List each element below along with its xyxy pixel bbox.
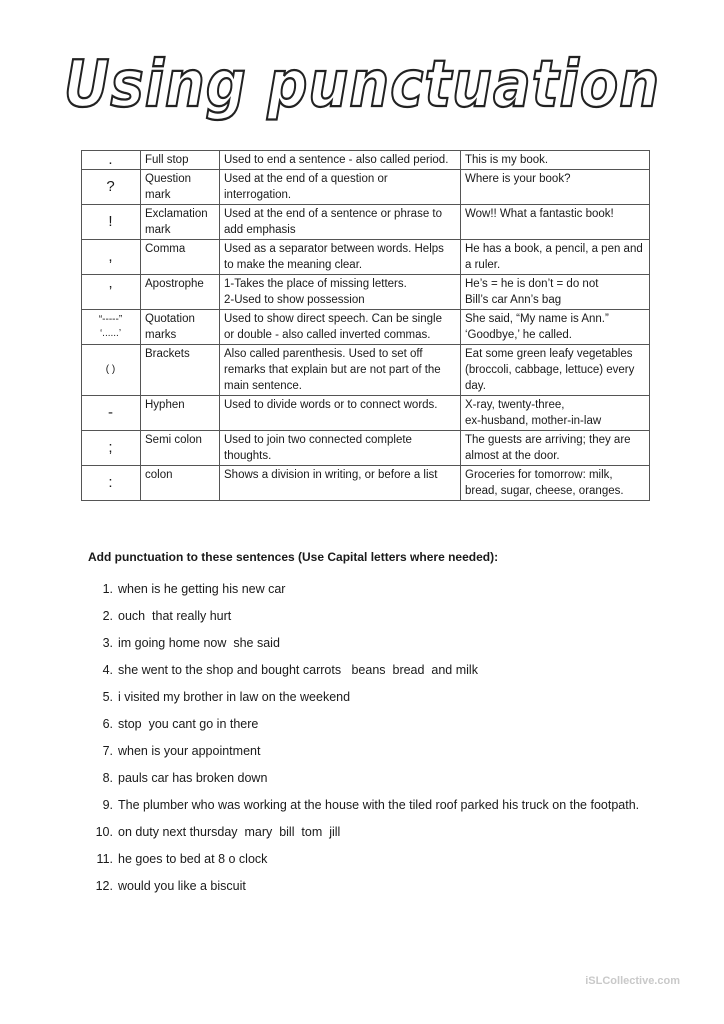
table-row: [82, 466, 650, 501]
list-item: [86, 711, 656, 738]
punctuation-name: Brackets: [141, 345, 220, 396]
punctuation-use: Shows a division in writing, or before a list: [220, 466, 461, 501]
punctuation-name: Comma: [141, 240, 220, 275]
list-item: [86, 792, 656, 819]
page-title: Using punctuation: [63, 47, 661, 122]
list-item: [86, 819, 656, 846]
punctuation-symbol: !: [82, 205, 141, 240]
exercise-number: 1.: [102, 582, 113, 596]
list-item: [86, 603, 656, 630]
table-row: [82, 396, 650, 431]
punctuation-use: 1-Takes the place of missing letters. 2-Used to show possession: [220, 275, 461, 310]
punctuation-symbol: ’: [82, 275, 141, 310]
punctuation-table: [81, 150, 650, 501]
exercise-number: 2.: [102, 609, 113, 623]
exercise-number: 6.: [102, 717, 113, 731]
exercise-number: 11.: [96, 852, 113, 866]
punctuation-name: Quotation marks: [141, 310, 220, 345]
punctuation-name: Apostrophe: [141, 275, 220, 310]
punctuation-name: Full stop: [141, 151, 220, 170]
exercise-number: 3.: [102, 636, 113, 650]
exercise-sentence: stop you cant go in there: [118, 717, 259, 731]
list-item: [86, 576, 656, 603]
table-row: [82, 170, 650, 205]
punctuation-use: Used to end a sentence - also called period.: [220, 151, 461, 170]
punctuation-symbol: -: [82, 396, 141, 431]
table-row: [82, 431, 650, 466]
exercise-sentence: ouch that really hurt: [118, 609, 232, 623]
punctuation-name: Question mark: [141, 170, 220, 205]
punctuation-symbol: ,: [82, 240, 141, 275]
exercise-number: 9.: [102, 798, 113, 812]
exercise-number: 12.: [95, 879, 113, 893]
punctuation-example: He has a book, a pencil, a pen and a ruler.: [461, 240, 650, 275]
exercise-number: 8.: [102, 771, 113, 785]
punctuation-name: Hyphen: [141, 396, 220, 431]
punctuation-symbol: ;: [82, 431, 141, 466]
punctuation-use: Used as a separator between words. Helps to make the meaning clear.: [220, 240, 461, 275]
punctuation-example: Where is your book?: [461, 170, 650, 205]
list-item: [86, 684, 656, 711]
instruction-text: Add punctuation to these sentences (Use Capital letters where needed):: [88, 550, 499, 564]
exercise-number: 4.: [102, 663, 113, 677]
punctuation-example: The guests are arriving; they are almost at the door.: [461, 431, 650, 466]
punctuation-symbol: :: [82, 466, 141, 501]
table-row: [82, 151, 650, 170]
table-row: [82, 345, 650, 396]
list-item: [86, 738, 656, 765]
exercise-sentence: she went to the shop and bought carrots beans bread and milk: [118, 663, 478, 677]
table-row: [82, 275, 650, 310]
exercise-sentence: pauls car has broken down: [118, 771, 268, 785]
exercise-number: 7.: [102, 744, 113, 758]
punctuation-name: colon: [141, 466, 220, 501]
punctuation-symbol: .: [82, 151, 141, 170]
list-item: [86, 846, 656, 873]
punctuation-symbol: ( ): [82, 345, 141, 396]
exercise-sentence: im going home now she said: [118, 636, 280, 650]
exercise-number: 5.: [102, 690, 113, 704]
punctuation-example: Wow!! What a fantastic book!: [461, 205, 650, 240]
punctuation-example: He’s = he is don’t = do not Bill’s car Ann’s bag: [461, 275, 650, 310]
exercise-sentence: when is he getting his new car: [118, 582, 286, 596]
punctuation-example: She said, “My name is Ann.” ‘Goodbye,’ he called.: [461, 310, 650, 345]
punctuation-use: Used to divide words or to connect words.: [220, 396, 461, 431]
exercise-list: [86, 576, 656, 900]
exercise-sentence: when is your appointment: [118, 744, 261, 758]
list-item: [86, 630, 656, 657]
list-item: [86, 657, 656, 684]
punctuation-name: Exclamation mark: [141, 205, 220, 240]
exercise-sentence: i visited my brother in law on the weekend: [118, 690, 351, 704]
punctuation-use: Used at the end of a question or interrogation.: [220, 170, 461, 205]
table-row: [82, 310, 650, 345]
exercise-sentence: would you like a biscuit: [118, 879, 246, 893]
list-item: [86, 873, 656, 900]
punctuation-use: Used at the end of a sentence or phrase to add emphasis: [220, 205, 461, 240]
punctuation-example: Groceries for tomorrow: milk, bread, sugar, cheese, oranges.: [461, 466, 650, 501]
table-row: [82, 205, 650, 240]
punctuation-example: Eat some green leafy vegetables (broccoli, cabbage, lettuce) every day.: [461, 345, 650, 396]
punctuation-example: X-ray, twenty-three, ex-husband, mother-in-law: [461, 396, 650, 431]
punctuation-use: Used to join two connected complete thoughts.: [220, 431, 461, 466]
table-row: [82, 240, 650, 275]
punctuation-symbol: ?: [82, 170, 141, 205]
exercise-number: 10.: [95, 825, 113, 839]
punctuation-example: This is my book.: [461, 151, 650, 170]
footer-watermark: iSLCollective.com: [585, 975, 680, 987]
exercise-sentence: he goes to bed at 8 o clock: [118, 852, 268, 866]
punctuation-use: Also called parenthesis. Used to set off remarks that explain but are not part of the main sentence.: [220, 345, 461, 396]
punctuation-name: Semi colon: [141, 431, 220, 466]
punctuation-use: Used to show direct speech. Can be single or double - also called inverted commas.: [220, 310, 461, 345]
exercise-sentence: The plumber who was working at the house with the tiled roof parked his truck on the footpath.: [118, 798, 640, 812]
list-item: [86, 765, 656, 792]
exercise-sentence: on duty next thursday mary bill tom jill: [118, 825, 341, 839]
punctuation-symbol: “-----” ‘......’: [82, 310, 141, 345]
